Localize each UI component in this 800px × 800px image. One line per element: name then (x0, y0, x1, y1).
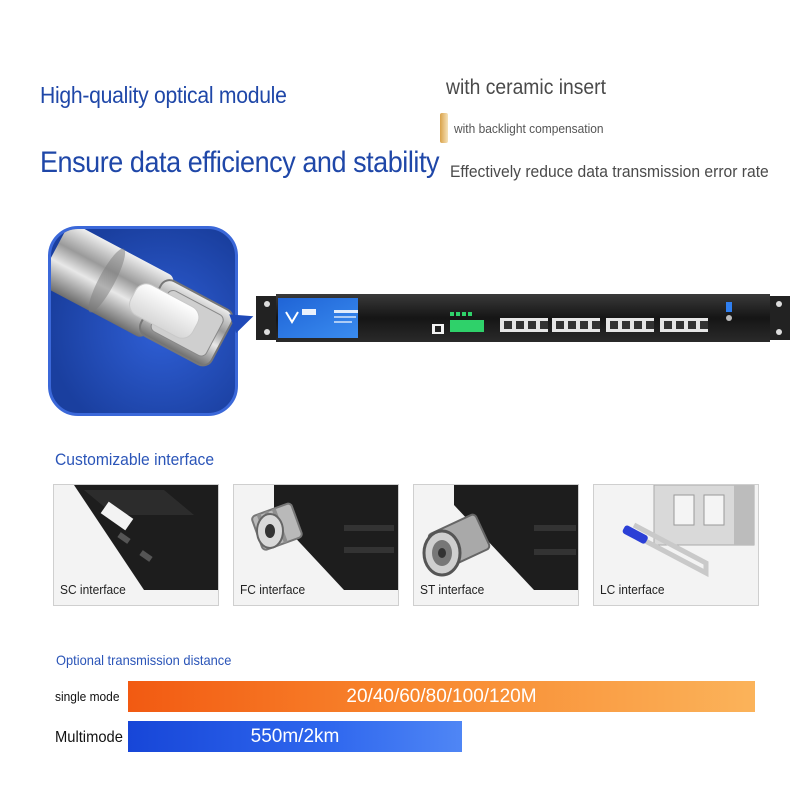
distance-section-title: Optional transmission distance (56, 652, 232, 668)
rack-media-converter-image (256, 294, 790, 342)
interface-label-lc: LC interface (600, 582, 665, 597)
headline-secondary: Ensure data efficiency and stability (40, 146, 440, 179)
interface-card-sc (53, 484, 219, 606)
multimode-value: 550m/2km (250, 725, 340, 747)
interface-label-st: ST interface (420, 582, 485, 597)
feature-backlight: with backlight compensation (454, 121, 604, 136)
media-converter-chassis-icon (256, 294, 790, 342)
headline-primary: High-quality optical module (40, 82, 287, 108)
single-mode-label: single mode (55, 689, 120, 704)
feature-error-rate: Effectively reduce data transmission error rate (450, 162, 769, 181)
ceramic-ferrule-icon (51, 229, 238, 416)
interface-label-sc: SC interface (60, 582, 126, 597)
interface-section-title: Customizable interface (55, 450, 215, 469)
interface-card-st (413, 484, 579, 606)
interface-label-fc: FC interface (240, 582, 306, 597)
feature-ceramic-insert: with ceramic insert (446, 76, 606, 99)
interface-card-lc (593, 484, 759, 606)
single-mode-bar (128, 681, 755, 712)
single-mode-value: 20/40/60/80/100/120M (346, 685, 537, 707)
interface-card-fc (233, 484, 399, 606)
feature-accent-bar (440, 113, 448, 143)
multimode-bar (128, 721, 462, 752)
ferrule-zoom-image (48, 226, 238, 416)
multimode-label: Multimode (55, 729, 123, 746)
